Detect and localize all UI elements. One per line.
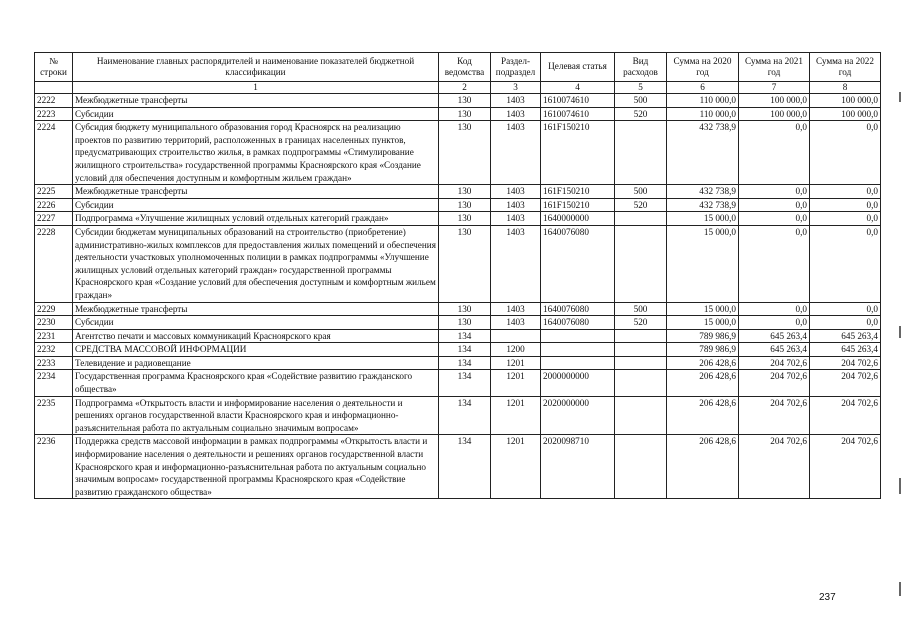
row-department-code: 130 <box>439 212 491 226</box>
table-row <box>35 356 881 370</box>
row-target-article: 2020098710 <box>541 435 615 499</box>
row-target-article: 1610074610 <box>541 107 615 121</box>
row-sum-2021: 0,0 <box>739 198 810 212</box>
row-sum-2020: 789 986,9 <box>667 343 739 357</box>
row-name: Субсидии <box>73 107 439 121</box>
row-expense-kind <box>615 329 667 343</box>
row-number: 2230 <box>35 316 73 330</box>
row-sum-2022: 204 702,6 <box>810 396 881 435</box>
row-target-article: 2000000000 <box>541 370 615 396</box>
row-sum-2020: 110 000,0 <box>667 107 739 121</box>
table-row <box>35 198 881 212</box>
row-number: 2235 <box>35 396 73 435</box>
row-section: 1403 <box>491 94 541 108</box>
row-sum-2021: 0,0 <box>739 316 810 330</box>
column-number: 5 <box>615 82 667 94</box>
row-name: Субсидии <box>73 316 439 330</box>
row-sum-2022: 204 702,6 <box>810 435 881 499</box>
page-number: 237 <box>819 592 836 603</box>
row-sum-2020: 15 000,0 <box>667 212 739 226</box>
row-name: Подпрограмма «Открытость власти и информирование населения о деятельности и решениях органов государственной власти Красноярского края и информационно-разъяснительная работа по актуальным социально значимым вопросам» <box>73 396 439 435</box>
row-expense-kind: 520 <box>615 107 667 121</box>
table-body <box>35 94 881 499</box>
row-sum-2020: 432 738,9 <box>667 198 739 212</box>
row-sum-2020: 15 000,0 <box>667 225 739 302</box>
row-sum-2021: 204 702,6 <box>739 435 810 499</box>
row-department-code: 134 <box>439 329 491 343</box>
row-sum-2021: 645 263,4 <box>739 343 810 357</box>
row-target-article: 1640076080 <box>541 316 615 330</box>
row-sum-2021: 204 702,6 <box>739 370 810 396</box>
row-sum-2022: 100 000,0 <box>810 94 881 108</box>
row-sum-2021: 645 263,4 <box>739 329 810 343</box>
row-expense-kind <box>615 370 667 396</box>
row-number: 2222 <box>35 94 73 108</box>
row-department-code: 134 <box>439 356 491 370</box>
row-sum-2022: 0,0 <box>810 185 881 199</box>
row-number: 2226 <box>35 198 73 212</box>
row-expense-kind <box>615 212 667 226</box>
table-row <box>35 94 881 108</box>
row-sum-2022: 0,0 <box>810 316 881 330</box>
row-section: 1200 <box>491 343 541 357</box>
row-expense-kind: 520 <box>615 316 667 330</box>
row-section: 1403 <box>491 198 541 212</box>
row-sum-2021: 0,0 <box>739 212 810 226</box>
row-target-article: 1640000000 <box>541 212 615 226</box>
row-sum-2021: 204 702,6 <box>739 396 810 435</box>
row-sum-2021: 204 702,6 <box>739 356 810 370</box>
row-sum-2020: 206 428,6 <box>667 396 739 435</box>
row-sum-2022: 0,0 <box>810 225 881 302</box>
row-sum-2021: 0,0 <box>739 302 810 316</box>
row-section: 1201 <box>491 370 541 396</box>
header-sum-2022: Сумма на 2022 год <box>810 53 881 82</box>
table-row <box>35 370 881 396</box>
row-department-code: 134 <box>439 396 491 435</box>
row-target-article: 2020000000 <box>541 396 615 435</box>
row-name: Подпрограмма «Улучшение жилищных условий отдельных категорий граждан» <box>73 212 439 226</box>
header-num: № строки <box>35 53 73 82</box>
row-section: 1403 <box>491 316 541 330</box>
table-row <box>35 107 881 121</box>
row-section: 1201 <box>491 435 541 499</box>
row-sum-2020: 206 428,6 <box>667 435 739 499</box>
row-section: 1403 <box>491 212 541 226</box>
row-sum-2022: 204 702,6 <box>810 356 881 370</box>
row-sum-2021: 100 000,0 <box>739 107 810 121</box>
column-number: 3 <box>491 82 541 94</box>
row-sum-2022: 645 263,4 <box>810 343 881 357</box>
column-number: 4 <box>541 82 615 94</box>
table-row <box>35 329 881 343</box>
row-name: Межбюджетные трансферты <box>73 302 439 316</box>
header-sum-2021: Сумма на 2021 год <box>739 53 810 82</box>
row-section: 1201 <box>491 356 541 370</box>
row-sum-2022: 0,0 <box>810 198 881 212</box>
table-row <box>35 435 881 499</box>
row-target-article: 1610074610 <box>541 94 615 108</box>
row-sum-2022: 0,0 <box>810 212 881 226</box>
header-code: Код ведомства <box>439 53 491 82</box>
row-number: 2225 <box>35 185 73 199</box>
row-name: Субсидии бюджетам муниципальных образований на строительство (приобретение) административно-жилых комплексов для предоставления жилых помещений и обеспечения деятельности участковых уполномоченных полиции в рамках подпрограммы «Улучшение жилищных условий отдельных категорий граждан» государственной программы Красноярского края «Создание условий для обеспечения доступным и комфортным жильем граждан» <box>73 225 439 302</box>
row-section: 1403 <box>491 121 541 185</box>
row-sum-2020: 15 000,0 <box>667 316 739 330</box>
row-name: Межбюджетные трансферты <box>73 94 439 108</box>
scan-edge-mark <box>899 92 901 102</box>
row-name: Агентство печати и массовых коммуникаций Красноярского края <box>73 329 439 343</box>
row-section: 1403 <box>491 302 541 316</box>
table-row <box>35 396 881 435</box>
scan-edge-mark <box>899 326 901 338</box>
scan-edge-mark <box>899 478 901 494</box>
row-department-code: 134 <box>439 370 491 396</box>
row-number: 2228 <box>35 225 73 302</box>
row-department-code: 130 <box>439 316 491 330</box>
row-department-code: 130 <box>439 185 491 199</box>
row-name: Межбюджетные трансферты <box>73 185 439 199</box>
row-expense-kind <box>615 435 667 499</box>
row-target-article: 1640076080 <box>541 225 615 302</box>
table-row <box>35 185 881 199</box>
table-row <box>35 316 881 330</box>
column-number <box>35 82 73 94</box>
row-sum-2021: 100 000,0 <box>739 94 810 108</box>
row-section: 1201 <box>491 396 541 435</box>
header-kind: Вид расходов <box>615 53 667 82</box>
row-section: 1403 <box>491 107 541 121</box>
row-sum-2021: 0,0 <box>739 225 810 302</box>
row-target-article: 161F150210 <box>541 121 615 185</box>
row-sum-2020: 206 428,6 <box>667 356 739 370</box>
row-expense-kind <box>615 225 667 302</box>
scan-edge-mark <box>899 582 901 596</box>
row-sum-2022: 204 702,6 <box>810 370 881 396</box>
row-number: 2236 <box>35 435 73 499</box>
column-number: 1 <box>73 82 439 94</box>
row-sum-2020: 206 428,6 <box>667 370 739 396</box>
header-row <box>35 53 881 82</box>
row-expense-kind <box>615 356 667 370</box>
row-expense-kind: 500 <box>615 94 667 108</box>
row-sum-2020: 432 738,9 <box>667 185 739 199</box>
column-number: 7 <box>739 82 810 94</box>
row-section: 1403 <box>491 185 541 199</box>
table-row <box>35 302 881 316</box>
row-number: 2223 <box>35 107 73 121</box>
row-sum-2020: 789 986,9 <box>667 329 739 343</box>
row-number: 2233 <box>35 356 73 370</box>
row-name: Субсидия бюджету муниципального образования город Красноярск на реализацию проектов по развитию территорий, расположенных в границах населенных пунктов, предусматривающих строительство жилья, в рамках подпрограммы «Стимулирование жилищного строительства» государственной программы Красноярского края «Создание условий для обеспечения доступным и комфортным жильем граждан» <box>73 121 439 185</box>
row-number: 2224 <box>35 121 73 185</box>
row-sum-2022: 0,0 <box>810 121 881 185</box>
row-department-code: 130 <box>439 121 491 185</box>
row-target-article: 161F150210 <box>541 185 615 199</box>
row-sum-2021: 0,0 <box>739 121 810 185</box>
row-target-article: 1640076080 <box>541 302 615 316</box>
row-sum-2020: 15 000,0 <box>667 302 739 316</box>
table-row <box>35 121 881 185</box>
row-name: Телевидение и радиовещание <box>73 356 439 370</box>
header-sum-2020: Сумма на 2020 год <box>667 53 739 82</box>
row-target-article <box>541 356 615 370</box>
row-target-article <box>541 343 615 357</box>
row-expense-kind <box>615 343 667 357</box>
row-target-article: 161F150210 <box>541 198 615 212</box>
row-department-code: 130 <box>439 225 491 302</box>
row-department-code: 130 <box>439 107 491 121</box>
column-number: 2 <box>439 82 491 94</box>
row-section <box>491 329 541 343</box>
row-target-article <box>541 329 615 343</box>
header-target: Целевая статья <box>541 53 615 82</box>
row-sum-2022: 645 263,4 <box>810 329 881 343</box>
row-sum-2020: 432 738,9 <box>667 121 739 185</box>
row-expense-kind: 500 <box>615 302 667 316</box>
header-section: Раздел-подраздел <box>491 53 541 82</box>
row-section: 1403 <box>491 225 541 302</box>
column-number-row <box>35 82 881 94</box>
row-department-code: 134 <box>439 435 491 499</box>
header-name: Наименование главных распорядителей и наименование показателей бюджетной классификации <box>73 53 439 82</box>
column-number: 6 <box>667 82 739 94</box>
row-sum-2022: 0,0 <box>810 302 881 316</box>
row-expense-kind <box>615 396 667 435</box>
column-number: 8 <box>810 82 881 94</box>
row-sum-2022: 100 000,0 <box>810 107 881 121</box>
row-expense-kind: 520 <box>615 198 667 212</box>
row-expense-kind: 500 <box>615 185 667 199</box>
row-number: 2231 <box>35 329 73 343</box>
row-sum-2020: 110 000,0 <box>667 94 739 108</box>
row-number: 2227 <box>35 212 73 226</box>
table-row <box>35 225 881 302</box>
row-department-code: 130 <box>439 94 491 108</box>
row-department-code: 134 <box>439 343 491 357</box>
row-number: 2234 <box>35 370 73 396</box>
row-name: Субсидии <box>73 198 439 212</box>
table-row <box>35 212 881 226</box>
row-number: 2232 <box>35 343 73 357</box>
row-expense-kind <box>615 121 667 185</box>
table-row <box>35 343 881 357</box>
row-name: СРЕДСТВА МАССОВОЙ ИНФОРМАЦИИ <box>73 343 439 357</box>
row-number: 2229 <box>35 302 73 316</box>
row-department-code: 130 <box>439 198 491 212</box>
row-name: Государственная программа Красноярского края «Содействие развитию гражданского общества» <box>73 370 439 396</box>
row-sum-2021: 0,0 <box>739 185 810 199</box>
row-name: Поддержка средств массовой информации в рамках подпрограммы «Открытость власти и информирование населения о деятельности и решениях органов государственной власти Красноярского края и информационно-разъяснительная работа по актуальным социально значимым вопросам» государственной программы Красноярского края «Содействие развитию гражданского общества» <box>73 435 439 499</box>
row-department-code: 130 <box>439 302 491 316</box>
budget-table <box>34 52 881 499</box>
